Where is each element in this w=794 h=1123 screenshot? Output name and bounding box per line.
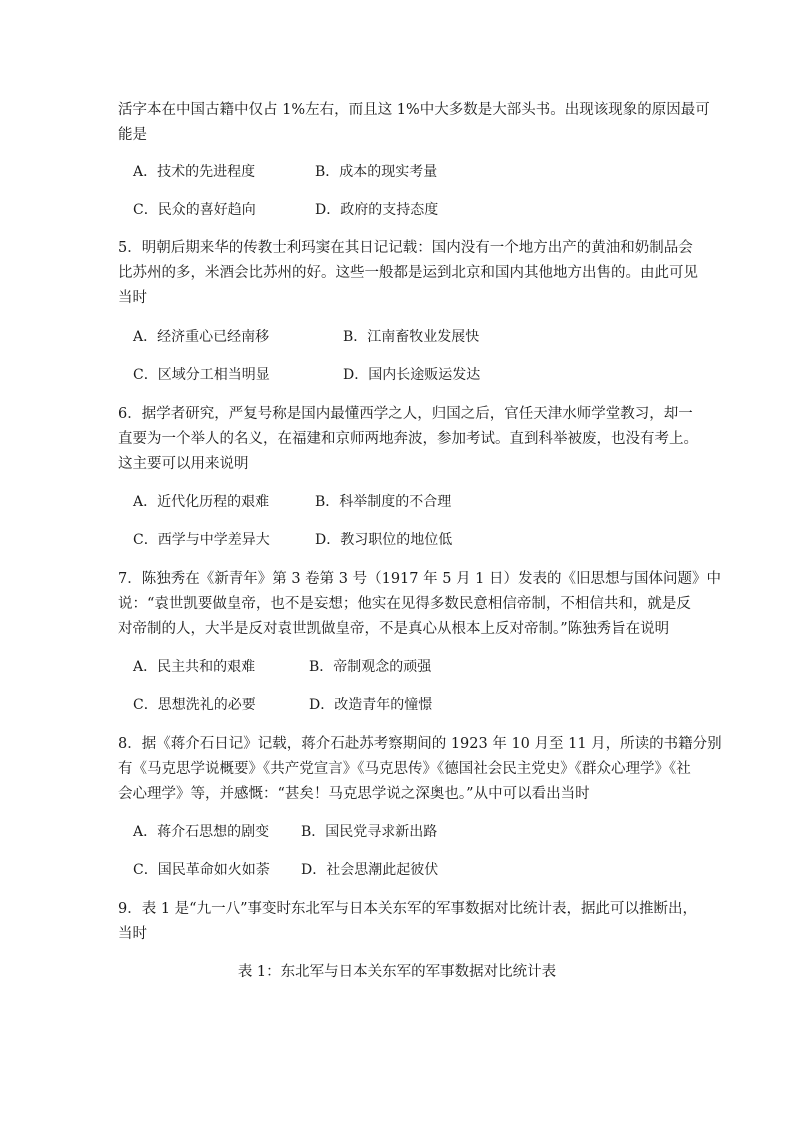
question-7-option-c: C．思想洗礼的必要 bbox=[133, 697, 256, 713]
question-8-stem-line-1: 8．据《蒋介石日记》记载，蒋介石赴苏考察期间的 1923 年 10 月至 11 月，所读的书籍分别 bbox=[118, 736, 722, 752]
question-5-option-d: D．国内长途贩运发达 bbox=[343, 367, 481, 383]
question-9-stem-line-1: 9．表 1 是“九一八”事变时东北军与日本关东军的军事数据对比统计表，据此可以推断出， bbox=[118, 901, 697, 917]
question-8-option-a: A．蒋介石思想的剧变 bbox=[133, 824, 270, 840]
question-6-stem-line-3: 这主要可以用来说明 bbox=[118, 456, 249, 472]
question-4-option-a: A．技术的先进程度 bbox=[133, 164, 256, 180]
question-5-option-c: C．区域分工相当明显 bbox=[133, 367, 270, 383]
question-7-option-a: A．民主共和的艰难 bbox=[133, 659, 256, 675]
question-6-stem-line-2: 直要为一个举人的名义，在福建和京师两地奔波，参加考试。直到科举被废，也没有考上。 bbox=[118, 431, 698, 447]
question-5-option-b: B．江南畜牧业发展快 bbox=[343, 329, 480, 345]
question-9-stem-line-2: 当时 bbox=[118, 926, 147, 942]
question-6-option-b: B．科举制度的不合理 bbox=[315, 494, 452, 510]
question-8-stem-line-3: 会心理学》等，并感慨：“甚矣！马克思学说之深奥也。”从中可以看出当时 bbox=[118, 786, 590, 802]
question-4-option-b: B．成本的现实考量 bbox=[315, 164, 438, 180]
question-6-option-a: A．近代化历程的艰难 bbox=[133, 494, 270, 510]
table-caption: 表 1：东北军与日本关东军的军事数据对比统计表 bbox=[237, 964, 557, 980]
question-8-option-b: B．国民党寻求新出路 bbox=[301, 824, 438, 840]
question-5-option-a: A．经济重心已经南移 bbox=[133, 329, 270, 345]
question-4-stem-line-2: 能是 bbox=[118, 127, 147, 143]
question-7-option-d: D．改造青年的憧憬 bbox=[309, 697, 433, 713]
question-6-option-d: D．教习职位的地位低 bbox=[315, 532, 453, 548]
question-5-stem-line-1: 5．明朝后期来华的传教士利玛窦在其日记记载：国内没有一个地方出产的黄油和奶制品会 bbox=[118, 240, 693, 256]
question-4-option-c: C．民众的喜好趋向 bbox=[133, 202, 256, 218]
question-7-option-b: B．帝制观念的顽强 bbox=[309, 659, 432, 675]
question-5-stem-line-2: 比苏州的多，米酒会比苏州的好。这些一般都是运到北京和国内其他地方出售的。由此可见 bbox=[118, 265, 698, 281]
question-8-option-d: D．社会思潮此起彼伏 bbox=[301, 862, 439, 878]
question-6-stem-line-1: 6．据学者研究，严复号称是国内最懂西学之人，归国之后，官任天津水师学堂教习，却一 bbox=[118, 406, 693, 422]
question-4-stem-line-1: 活字本在中国古籍中仅占 1%左右，而且这 1%中大多数是大部头书。出现该现象的原因最可 bbox=[118, 102, 710, 118]
question-6-option-c: C．西学与中学差异大 bbox=[133, 532, 270, 548]
question-7-stem-line-1: 7．陈独秀在《新青年》第 3 卷第 3 号（1917 年 5 月 1 日）发表的《旧思想与国体问题》中 bbox=[118, 571, 722, 587]
question-4-option-d: D．政府的支持态度 bbox=[315, 202, 439, 218]
question-7-stem-line-2: 说：“袁世凯要做皇帝，也不是妄想；他实在见得多数民意相信帝制，不相信共和，就是反 bbox=[118, 596, 691, 612]
question-8-stem-line-2: 有《马克思学说概要》《共产党宣言》《马克思传》《德国社会民主党史》《群众心理学》《社 bbox=[118, 761, 691, 777]
question-8-option-c: C．国民革命如火如荼 bbox=[133, 862, 270, 878]
question-5-stem-line-3: 当时 bbox=[118, 290, 147, 306]
question-7-stem-line-3: 对帝制的人，大半是反对袁世凯做皇帝，不是真心从根本上反对帝制。”陈独秀旨在说明 bbox=[118, 621, 670, 637]
